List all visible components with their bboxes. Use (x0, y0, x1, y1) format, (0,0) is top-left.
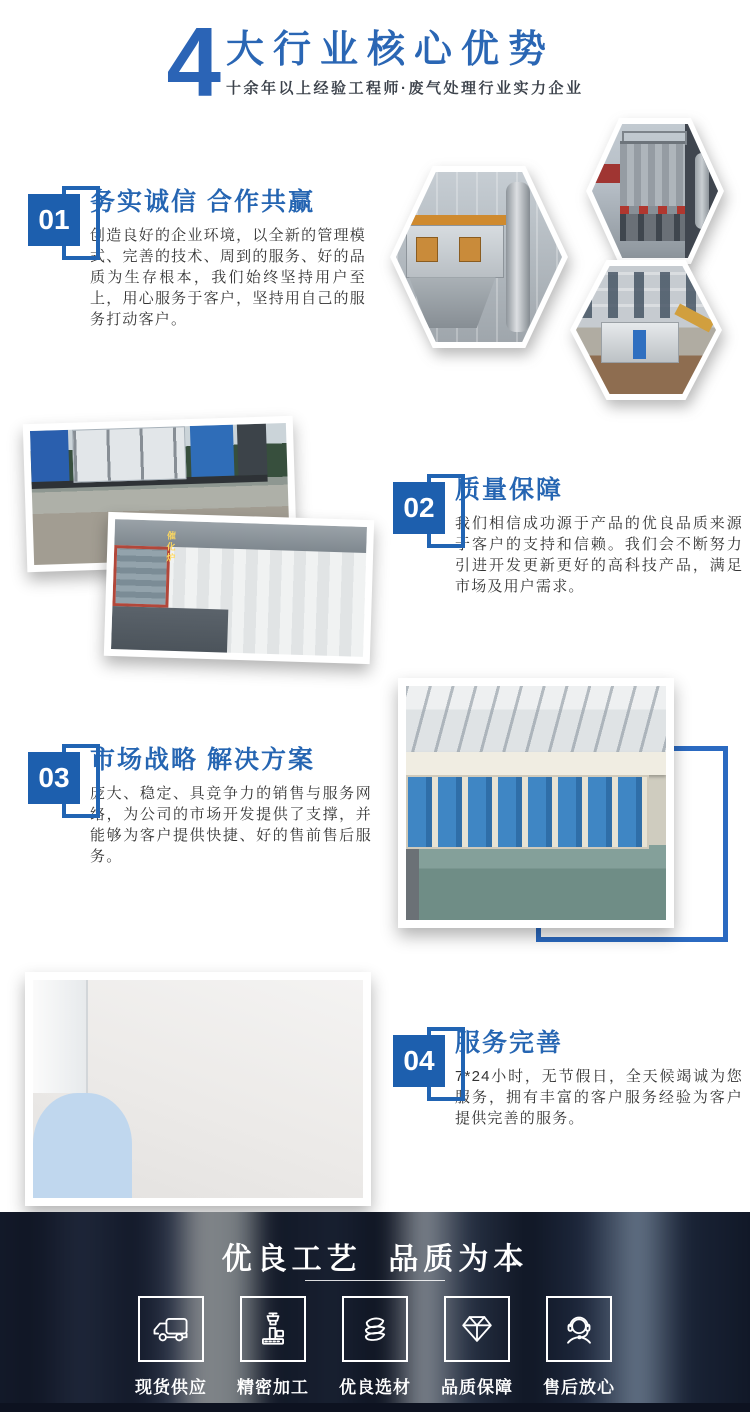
headset-icon (557, 1307, 601, 1351)
equipment-photo-catalytic-furnace (104, 512, 374, 664)
section-number: 03 (28, 752, 80, 804)
machining-icon (251, 1307, 295, 1351)
diamond-icon (455, 1307, 499, 1351)
section-number: 01 (28, 194, 80, 246)
hexagon-image (576, 266, 716, 394)
hexagon-image (592, 124, 718, 258)
hexagon-image (396, 172, 562, 342)
scene-layer (406, 775, 649, 849)
feature-icon-box (444, 1296, 510, 1362)
section-04-title: 服务完善 (455, 1029, 564, 1057)
section-02-number-badge (393, 482, 445, 534)
scene-layer (237, 424, 267, 476)
section-02 (393, 476, 743, 597)
scene-layer (30, 424, 267, 482)
scene-layer (409, 277, 495, 328)
section-04 (393, 1029, 743, 1129)
footer-banner (0, 1212, 750, 1412)
feature-label: 优良选材 (339, 1378, 411, 1397)
section-number: 04 (393, 1035, 445, 1087)
scene-layer (406, 686, 666, 752)
footer-bottom-strip (0, 1403, 750, 1412)
feature-card-quality-material (325, 1296, 425, 1398)
layers-icon (353, 1307, 397, 1351)
section-02-title: 质量保障 (455, 476, 564, 504)
hexagon-photo-dust-collector (390, 166, 568, 348)
section-number: 02 (393, 482, 445, 534)
scene-layer (396, 215, 506, 225)
stainless-equipment-scene (396, 172, 562, 342)
scene-layer (506, 182, 531, 332)
scene-layer (33, 980, 88, 1093)
catalytic-furnace-label: 催化炉 (165, 531, 177, 565)
feature-card-quality-assurance (427, 1296, 527, 1398)
section-03 (28, 746, 372, 867)
feature-label: 品质保障 (441, 1378, 513, 1397)
scene-layer (111, 606, 228, 657)
outdoor-unit-scene (576, 266, 716, 394)
page-title: 大行业核心优势 (226, 29, 556, 71)
section-04-number-badge (393, 1035, 445, 1087)
feature-icon-box (240, 1296, 306, 1362)
section-04-body: 7*24小时，无节假日，全天候竭诚为您服务，拥有丰富的客户服务经验为客户提供完善的服务。 (455, 1068, 743, 1127)
feature-icon-box (138, 1296, 204, 1362)
section-01-body: 创造良好的企业环境，以全新的管理模式、完善的技术、周到的服务、好的品质为生存根本，我们始终坚持用户至上，用心服务于客户，坚持用自己的服务打动客户。 (90, 227, 366, 328)
hexagon-frame (586, 118, 724, 264)
hexagon-photo-baghouse (586, 118, 724, 264)
scene-layer (620, 206, 686, 214)
feature-icon-box (342, 1296, 408, 1362)
hexagon-photo-cluster (390, 114, 742, 406)
hexagon-frame (570, 260, 722, 400)
scene-layer (30, 430, 69, 482)
scene-layer (620, 141, 686, 208)
catalytic-furnace-scene (111, 519, 367, 657)
truck-icon (149, 1307, 193, 1351)
feature-card-stock-supply (121, 1296, 221, 1398)
scene-layer (190, 425, 234, 477)
office-scene (33, 980, 363, 1198)
baghouse-scene (592, 124, 718, 258)
page-header (0, 7, 750, 117)
header-text-column (226, 22, 584, 98)
hexagon-photo-outdoor-unit (570, 260, 722, 400)
footer-feature-row (0, 1296, 750, 1398)
workshop-scene (406, 686, 666, 920)
scene-layer (416, 237, 438, 263)
section-02-body: 我们相信成功源于产品的优良品质来源于客户的支持和信赖。我们会不断努力引进开发更新更好的高科技产品，满足市场及用户需求。 (455, 515, 743, 595)
section-03-title: 市场战略 解决方案 (90, 746, 315, 774)
scene-layer (406, 752, 666, 775)
footer-title: 优良工艺 品质为本 (221, 1243, 529, 1276)
feature-card-after-sales (529, 1296, 629, 1398)
scene-layer (695, 153, 709, 228)
section-01-title: 务实诚信 合作共赢 (90, 188, 315, 216)
footer-title-divider (305, 1280, 445, 1281)
scene-layer (633, 330, 646, 359)
section-03-body: 庞大、稳定、具竞争力的销售与服务网络，为公司的市场开发提供了支撑，并能够为客户提供快捷、好的售前售后服务。 (90, 785, 372, 865)
header-big-number: 4 (166, 7, 221, 117)
section-01 (28, 188, 366, 330)
feature-label: 精密加工 (237, 1378, 309, 1397)
section-01-number-badge (28, 194, 80, 246)
hexagon-frame (390, 166, 568, 348)
feature-card-precision-machining (223, 1296, 323, 1398)
section-03-number-badge (28, 752, 80, 804)
page-subtitle: 十余年以上经验工程师·废气处理行业实力企业 (226, 80, 584, 97)
feature-label: 现货供应 (135, 1378, 207, 1397)
scene-layer (406, 849, 419, 920)
feature-icon-box (546, 1296, 612, 1362)
workshop-photo-blue-cabinets (398, 678, 674, 928)
scene-layer (72, 426, 187, 482)
scene-layer (620, 214, 686, 241)
feature-label: 售后放心 (543, 1378, 615, 1397)
scene-layer (33, 1093, 132, 1198)
customer-service-photo (25, 972, 371, 1206)
scene-layer (112, 545, 170, 607)
scene-layer (459, 237, 481, 263)
